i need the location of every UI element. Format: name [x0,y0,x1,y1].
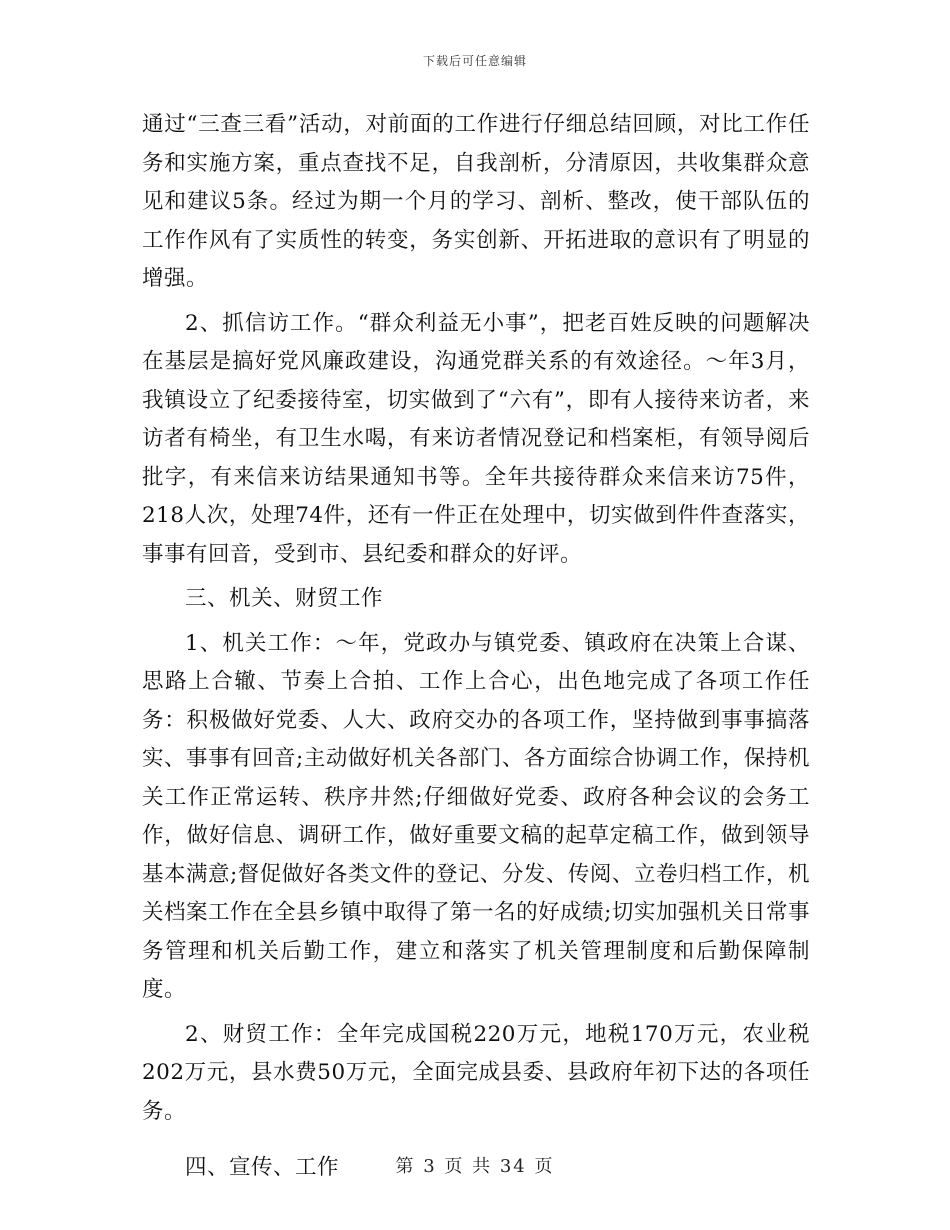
paragraph-office-work: 1、机关工作：～年，党政办与镇党委、镇政府在决策上合谋、思路上合辙、节奏上合拍、工作上合心，出色地完成了各项工作任务：积极做好党委、人大、政府交办的各项工作，坚持做到事事搞落实、事事有回音;主动做好机关各部门、各方面综合协调工作，保持机关工作正常运转、秩序井然;仔细做好党委、政府各种会议的会务工作，做好信息、调研工作，做好重要文稿的起草定稿工作，做到领导基本满意;督促做好各类文件的登记、分发、传阅、立卷归档工作，机关档案工作在全县乡镇中取得了第一名的好成绩;切实加强机关日常事务管理和机关后勤工作，建立和落实了机关管理制度和后勤保障制度。 [142,630,810,1002]
paragraph-finance-work: 2、财贸工作：全年完成国税220万元，地税170万元，农业税202万元，县水费50万元，全面完成县委、县政府年初下达的各项任务。 [142,1021,810,1124]
paragraph-continuation: 通过“三查三看”活动，对前面的工作进行仔细总结回顾，对比工作任务和实施方案，重点查找不足，自我剖析，分清原因，共收集群众意见和建议5条。经过为期一个月的学习、剖析、整改，使干部队伍的工作作风有了实质性的转变，务实创新、开拓进取的意识有了明显的增强。 [142,112,810,291]
page-footer: 第 3 页 共 34 页 [395,1156,555,1177]
section-heading-3: 三、机关、财贸工作 [185,586,384,611]
document-body [142,106,810,1194]
page-header: 下载后可任意编辑 [422,54,527,68]
section-heading-4: 四、宣传、工作 [185,1155,340,1180]
paragraph-petition-work: 2、抓信访工作。“群众利益无小事”，把老百姓反映的问题解决在基层是搞好党风廉政建设，沟通党群关系的有效途径。～年3月，我镇设立了纪委接待室，切实做到了“六有”，即有人接待来访者，来访者有椅坐，有卫生水喝，有来访者情况登记和档案柜，有领导阅后批字，有来信来访结果通知书等。全年共接待群众来信来访75件，218人次，处理74件，还有一件正在处理中，切实做到件件查落实，事事有回音，受到市、县纪委和群众的好评。 [142,310,810,567]
